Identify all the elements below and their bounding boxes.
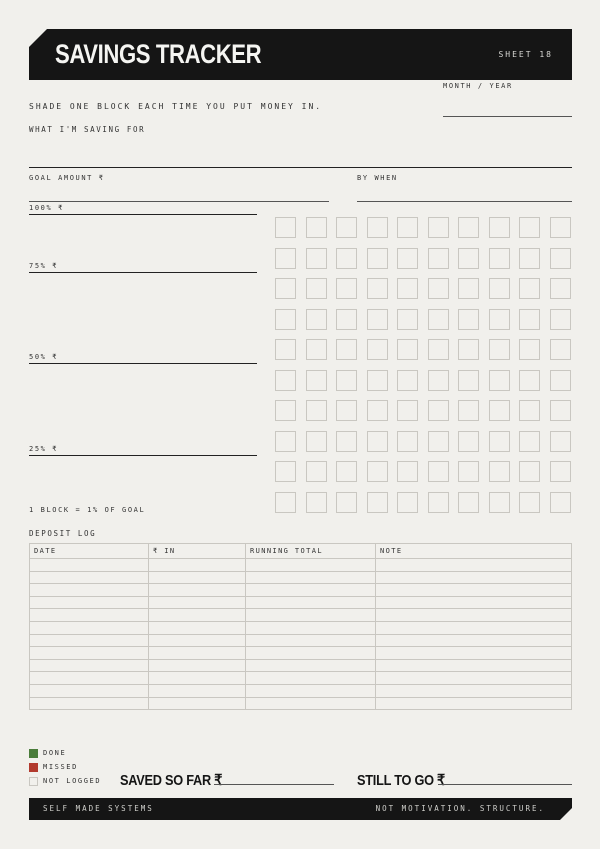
log-cell[interactable] — [376, 584, 572, 597]
savings-block[interactable] — [428, 492, 449, 513]
month-year-label: MONTH / YEAR — [443, 82, 513, 90]
missed-swatch — [29, 763, 38, 772]
log-cell[interactable] — [30, 634, 149, 647]
log-cell[interactable] — [149, 647, 246, 660]
savings-block[interactable] — [550, 217, 571, 238]
savings-block[interactable] — [428, 217, 449, 238]
savings-block[interactable] — [367, 370, 388, 391]
instruction-text: SHADE ONE BLOCK EACH TIME YOU PUT MONEY IN. — [29, 102, 323, 111]
saving-for-field[interactable] — [29, 167, 572, 168]
savings-block[interactable] — [519, 492, 540, 513]
savings-block[interactable] — [489, 278, 510, 299]
log-cell[interactable] — [246, 621, 376, 634]
savings-block[interactable] — [397, 309, 418, 330]
savings-block[interactable] — [367, 278, 388, 299]
savings-block[interactable] — [397, 492, 418, 513]
log-cell[interactable] — [30, 621, 149, 634]
milestone-25-label: 25% ₹ — [29, 445, 59, 453]
savings-block[interactable] — [275, 309, 296, 330]
milestone-25-line[interactable] — [29, 455, 257, 456]
savings-block[interactable] — [306, 461, 327, 482]
legend-not-logged: NOT LOGGED — [43, 777, 102, 785]
savings-block[interactable] — [458, 492, 479, 513]
savings-block[interactable] — [275, 339, 296, 360]
saved-so-far-label: SAVED SO FAR ₹ — [120, 772, 223, 789]
sheet-number: SHEET 18 — [498, 50, 553, 59]
log-cell[interactable] — [149, 697, 246, 710]
log-cell[interactable] — [30, 609, 149, 622]
savings-block[interactable] — [306, 278, 327, 299]
log-cell[interactable] — [30, 647, 149, 660]
by-when-label: BY WHEN — [357, 174, 398, 182]
table-row — [30, 647, 572, 660]
log-cell[interactable] — [149, 609, 246, 622]
goal-amount-label: GOAL AMOUNT ₹ — [29, 174, 105, 182]
savings-block[interactable] — [550, 278, 571, 299]
savings-block[interactable] — [458, 400, 479, 421]
milestone-100-label: 100% ₹ — [29, 204, 64, 212]
savings-block[interactable] — [367, 400, 388, 421]
log-cell[interactable] — [246, 684, 376, 697]
savings-block[interactable] — [367, 339, 388, 360]
savings-block[interactable] — [550, 461, 571, 482]
table-row — [30, 559, 572, 572]
log-cell[interactable] — [149, 684, 246, 697]
savings-block[interactable] — [275, 431, 296, 452]
goal-amount-field[interactable] — [29, 201, 329, 202]
milestone-75-label: 75% ₹ — [29, 262, 59, 270]
log-cell[interactable] — [149, 584, 246, 597]
savings-block[interactable] — [397, 431, 418, 452]
savings-block[interactable] — [397, 370, 418, 391]
savings-block[interactable] — [336, 217, 357, 238]
log-cell[interactable] — [376, 659, 572, 672]
savings-block[interactable] — [275, 461, 296, 482]
log-cell[interactable] — [149, 634, 246, 647]
savings-block[interactable] — [367, 217, 388, 238]
col-amount-in: ₹ IN — [149, 544, 246, 559]
table-row — [30, 634, 572, 647]
savings-block[interactable] — [519, 461, 540, 482]
savings-block[interactable] — [458, 248, 479, 269]
savings-block[interactable] — [519, 370, 540, 391]
savings-block[interactable] — [397, 278, 418, 299]
savings-block[interactable] — [428, 431, 449, 452]
still-to-go-field[interactable] — [438, 784, 572, 785]
log-cell[interactable] — [30, 571, 149, 584]
log-cell[interactable] — [376, 571, 572, 584]
savings-block[interactable] — [367, 461, 388, 482]
log-cell[interactable] — [30, 684, 149, 697]
milestone-100-line[interactable] — [29, 214, 257, 215]
savings-block[interactable] — [275, 278, 296, 299]
savings-block[interactable] — [306, 431, 327, 452]
savings-block[interactable] — [306, 309, 327, 330]
log-cell[interactable] — [376, 609, 572, 622]
savings-block[interactable] — [397, 248, 418, 269]
log-cell[interactable] — [149, 559, 246, 572]
log-cell[interactable] — [246, 634, 376, 647]
log-cell[interactable] — [149, 659, 246, 672]
savings-block[interactable] — [336, 248, 357, 269]
savings-block[interactable] — [306, 339, 327, 360]
table-row — [30, 584, 572, 597]
log-cell[interactable] — [246, 672, 376, 685]
savings-block[interactable] — [550, 492, 571, 513]
savings-block[interactable] — [367, 492, 388, 513]
deposit-log-title: DEPOSIT LOG — [29, 529, 97, 538]
savings-block[interactable] — [489, 248, 510, 269]
savings-block[interactable] — [489, 339, 510, 360]
saved-so-far-field[interactable] — [214, 784, 334, 785]
month-year-field[interactable] — [443, 116, 572, 117]
savings-block[interactable] — [306, 217, 327, 238]
savings-block[interactable] — [550, 370, 571, 391]
log-cell[interactable] — [376, 684, 572, 697]
savings-block[interactable] — [550, 248, 571, 269]
savings-block[interactable] — [458, 431, 479, 452]
savings-block[interactable] — [458, 461, 479, 482]
log-cell[interactable] — [30, 584, 149, 597]
block-note: 1 BLOCK = 1% OF GOAL — [29, 506, 146, 514]
log-cell[interactable] — [30, 697, 149, 710]
table-row — [30, 621, 572, 634]
milestone-50-line[interactable] — [29, 363, 257, 364]
savings-block[interactable] — [336, 461, 357, 482]
savings-block[interactable] — [428, 248, 449, 269]
savings-block[interactable] — [428, 370, 449, 391]
log-cell[interactable] — [246, 571, 376, 584]
savings-block[interactable] — [336, 309, 357, 330]
savings-block[interactable] — [367, 431, 388, 452]
savings-block[interactable] — [550, 309, 571, 330]
not-logged-swatch — [29, 777, 38, 786]
log-cell[interactable] — [376, 559, 572, 572]
savings-block[interactable] — [367, 248, 388, 269]
table-row — [30, 659, 572, 672]
savings-block[interactable] — [489, 370, 510, 391]
savings-block[interactable] — [336, 370, 357, 391]
legend-missed: MISSED — [43, 763, 78, 771]
savings-block[interactable] — [275, 217, 296, 238]
savings-block[interactable] — [336, 431, 357, 452]
table-row — [30, 697, 572, 710]
page-title: SAVINGS TRACKER — [55, 39, 262, 69]
savings-block[interactable] — [519, 217, 540, 238]
savings-block[interactable] — [336, 492, 357, 513]
log-cell[interactable] — [246, 584, 376, 597]
legend-done: DONE — [43, 749, 67, 757]
col-running-total: RUNNING TOTAL — [246, 544, 376, 559]
log-cell[interactable] — [246, 647, 376, 660]
savings-block[interactable] — [458, 217, 479, 238]
log-cell[interactable] — [246, 559, 376, 572]
still-to-go-label: STILL TO GO ₹ — [357, 772, 445, 789]
savings-block[interactable] — [519, 431, 540, 452]
footer-brand: SELF MADE SYSTEMS — [43, 804, 154, 813]
log-cell[interactable] — [30, 659, 149, 672]
savings-block[interactable] — [458, 309, 479, 330]
log-cell[interactable] — [149, 621, 246, 634]
savings-block[interactable] — [519, 278, 540, 299]
log-cell[interactable] — [376, 621, 572, 634]
savings-block[interactable] — [519, 339, 540, 360]
log-cell[interactable] — [149, 571, 246, 584]
savings-block[interactable] — [336, 400, 357, 421]
savings-block[interactable] — [306, 492, 327, 513]
savings-block[interactable] — [306, 400, 327, 421]
savings-block[interactable] — [428, 278, 449, 299]
savings-block[interactable] — [550, 431, 571, 452]
savings-block[interactable] — [397, 339, 418, 360]
savings-block[interactable] — [458, 370, 479, 391]
savings-block[interactable] — [489, 431, 510, 452]
savings-block[interactable] — [489, 492, 510, 513]
savings-block[interactable] — [550, 400, 571, 421]
savings-block[interactable] — [275, 400, 296, 421]
savings-block[interactable] — [275, 248, 296, 269]
savings-block[interactable] — [428, 461, 449, 482]
savings-block[interactable] — [428, 339, 449, 360]
savings-block[interactable] — [489, 217, 510, 238]
deposit-log-table — [29, 543, 572, 710]
log-cell[interactable] — [149, 672, 246, 685]
savings-block[interactable] — [397, 461, 418, 482]
log-cell[interactable] — [30, 596, 149, 609]
log-cell[interactable] — [30, 672, 149, 685]
savings-block[interactable] — [275, 492, 296, 513]
table-row — [30, 596, 572, 609]
saving-for-label: WHAT I'M SAVING FOR — [29, 125, 146, 134]
savings-block[interactable] — [519, 309, 540, 330]
log-cell[interactable] — [149, 596, 246, 609]
footer-tagline: NOT MOTIVATION. STRUCTURE. — [375, 804, 545, 813]
savings-block[interactable] — [336, 278, 357, 299]
log-cell[interactable] — [376, 672, 572, 685]
log-cell[interactable] — [246, 659, 376, 672]
milestone-75-line[interactable] — [29, 272, 257, 273]
savings-block[interactable] — [336, 339, 357, 360]
col-date: DATE — [30, 544, 149, 559]
savings-block[interactable] — [428, 309, 449, 330]
log-cell[interactable] — [376, 596, 572, 609]
savings-block[interactable] — [489, 400, 510, 421]
log-cell[interactable] — [376, 647, 572, 660]
savings-block[interactable] — [519, 400, 540, 421]
table-row — [30, 571, 572, 584]
savings-block[interactable] — [489, 309, 510, 330]
log-cell[interactable] — [246, 697, 376, 710]
savings-block[interactable] — [306, 248, 327, 269]
savings-block[interactable] — [458, 278, 479, 299]
done-swatch — [29, 749, 38, 758]
savings-block[interactable] — [519, 248, 540, 269]
savings-block[interactable] — [458, 339, 479, 360]
log-cell[interactable] — [30, 559, 149, 572]
savings-block[interactable] — [489, 461, 510, 482]
log-cell[interactable] — [376, 634, 572, 647]
savings-block[interactable] — [550, 339, 571, 360]
log-cell[interactable] — [376, 697, 572, 710]
milestone-50-label: 50% ₹ — [29, 353, 59, 361]
col-note: NOTE — [376, 544, 572, 559]
savings-block[interactable] — [367, 309, 388, 330]
log-cell[interactable] — [246, 596, 376, 609]
table-row — [30, 609, 572, 622]
savings-block[interactable] — [428, 400, 449, 421]
log-cell[interactable] — [246, 609, 376, 622]
table-row — [30, 684, 572, 697]
savings-block[interactable] — [397, 400, 418, 421]
savings-block[interactable] — [397, 217, 418, 238]
table-row — [30, 672, 572, 685]
savings-block[interactable] — [306, 370, 327, 391]
by-when-field[interactable] — [357, 201, 572, 202]
savings-block[interactable] — [275, 370, 296, 391]
